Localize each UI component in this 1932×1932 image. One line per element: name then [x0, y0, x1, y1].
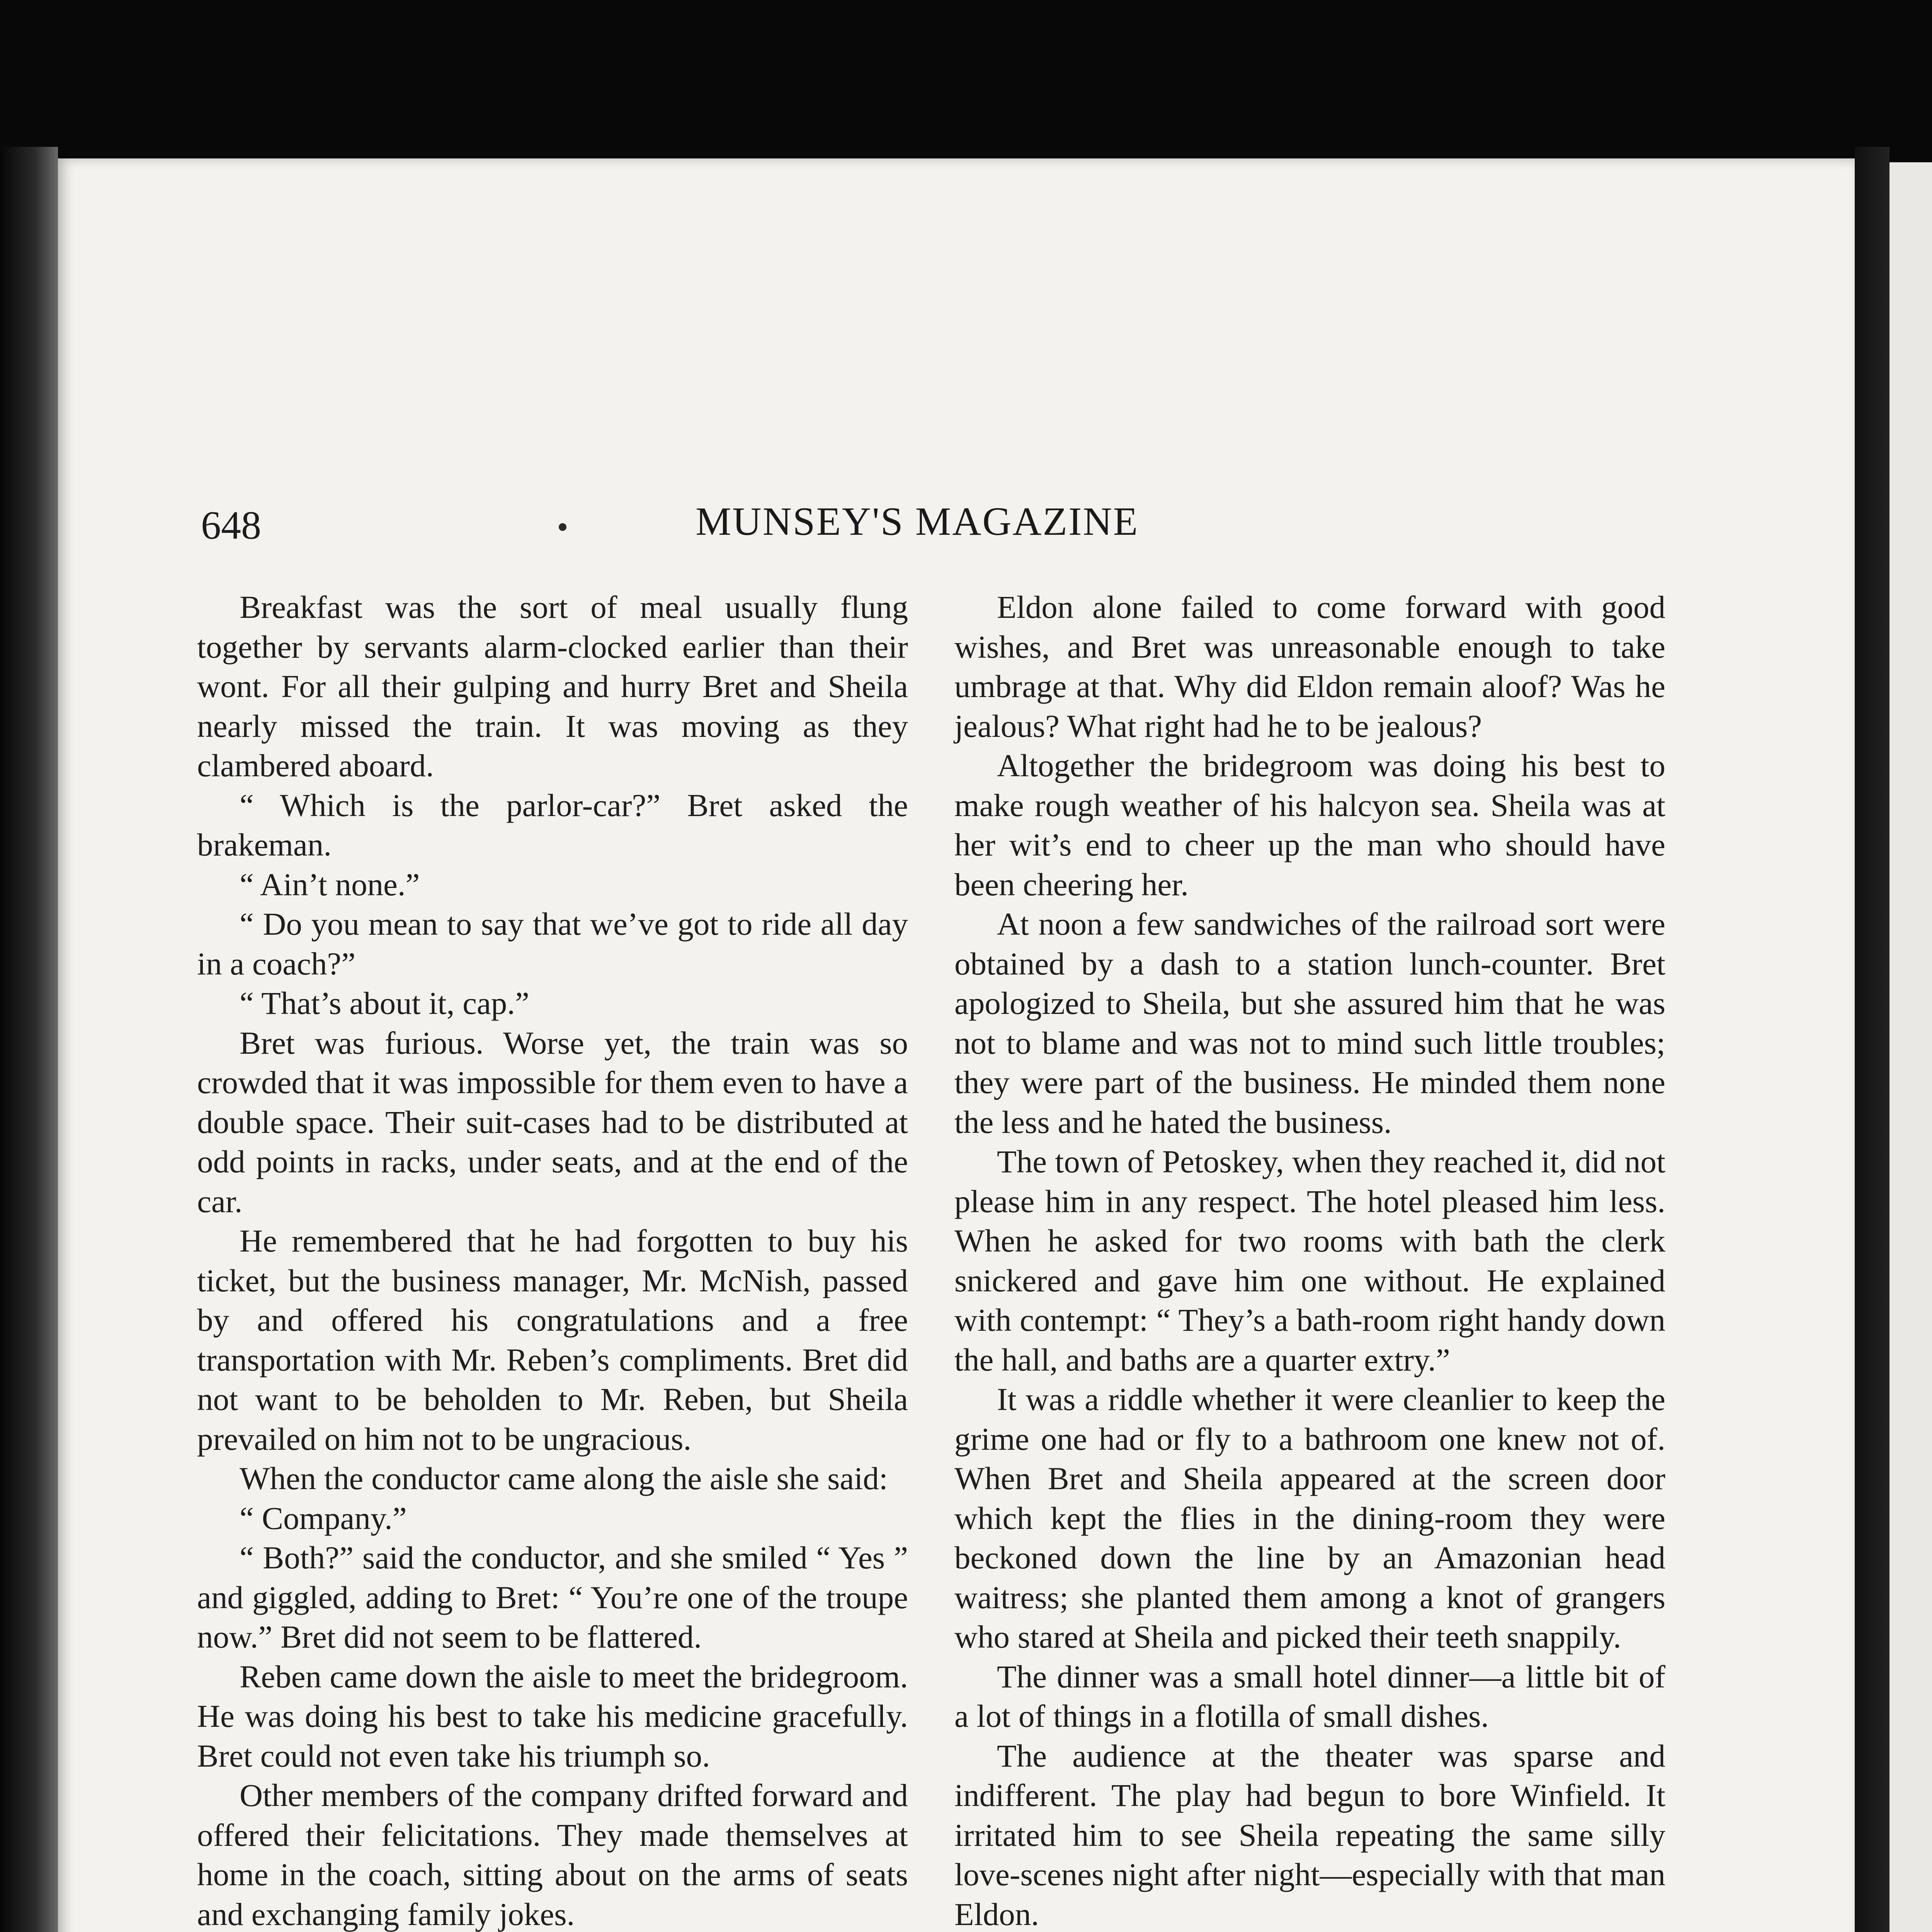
- paragraph: It was a riddle whether it were cleanlier to keep the grime one had or fly to a bathroom one knew not of. When Bret and Sheila appeared at the screen door which kept the flies in the dining-room they were beckoned down the line by an Amazonian head waitress; she planted them among a knot of grangers who stared at Sheila and picked their teeth snappily.: [954, 1381, 1665, 1655]
- left-text-column: [197, 587, 908, 1932]
- paragraph: The dinner was a small hotel dinner—a little bit of a lot of things in a flotilla of small dishes.: [954, 1658, 1665, 1734]
- paragraph: Other members of the company drifted forward and offered their felicitations. They made themselves at home in the coach, sitting about on the arms of seats and exchanging family jokes.: [197, 1777, 908, 1932]
- binding-edge: [0, 147, 58, 1932]
- magazine-page: [58, 158, 1855, 1932]
- scan-top-border: [0, 0, 1932, 170]
- paragraph: “ Both?” said the conductor, and she smiled “ Yes ” and giggled, adding to Bret: “ You’re one of the troupe now.” Bret did not seem to be flattered.: [197, 1540, 908, 1655]
- facing-page-edge: [1889, 162, 1932, 1932]
- paragraph: “ That’s about it, cap.”: [240, 985, 529, 1021]
- page-gutter: [1855, 147, 1889, 1932]
- paragraph: “ Ain’t none.”: [240, 866, 420, 902]
- paragraph: When the conductor came along the aisle she said:: [240, 1461, 888, 1496]
- paragraph: The audience at the theater was sparse and indifferent. The play had begun to bore Winfield. It irritated him to see Sheila repeating the same silly love-scenes night after night—especially with that man Eldon.: [954, 1738, 1665, 1932]
- paragraph: He remembered that he had forgotten to buy his ticket, but the business manager, Mr. McNish, passed by and offered his congratulations and a free transportation with Mr. Reben’s compliments. Bret did not want to be beholden to Mr. Reben, but Sheila prevailed on him not to be ungracious.: [197, 1223, 908, 1457]
- running-title: MUNSEY'S MAGAZINE: [696, 499, 1139, 544]
- page-number: 648: [201, 503, 261, 548]
- right-text-column: [954, 587, 1665, 1932]
- paragraph: Breakfast was the sort of meal usually flung together by servants alarm-clocked earlier than their wont. For all their gulping and hurry Bret and Sheila nearly missed the train. It was moving as they clambered aboard.: [197, 589, 908, 783]
- paragraph: Bret was furious. Worse yet, the train was so crowded that it was impossible for them even to have a double space. Their suit-cases had to be distributed at odd points in racks, under seats, and at the end of the car.: [197, 1025, 908, 1219]
- paragraph: At noon a few sandwiches of the railroad sort were obtained by a dash to a station lunch-counter. Bret apologized to Sheila, but she assured him that he was not to blame and was not to mind such little troubles; they were part of the business. He minded them none the less and he hated the business.: [954, 906, 1665, 1140]
- paragraph: “ Which is the parlor-car?” Bret asked the brakeman.: [197, 787, 908, 862]
- paragraph: Altogether the bridegroom was doing his best to make rough weather of his halcyon sea. Sheila was at her wit’s end to cheer up the man who should have been cheering her.: [954, 748, 1665, 902]
- paragraph: Eldon alone failed to come forward with good wishes, and Bret was unreasonable enough to take umbrage at that. Why did Eldon remain aloof? Was he jealous? What right had he to be jealous?: [954, 589, 1665, 744]
- header-ornament: [559, 523, 566, 531]
- paragraph: “ Do you mean to say that we’ve got to ride all day in a coach?”: [197, 906, 908, 981]
- paragraph: “ Company.”: [240, 1500, 407, 1536]
- page-header: [58, 495, 1855, 556]
- paragraph: The town of Petoskey, when they reached it, did not please him in any respect. The hotel pleased him less. When he asked for two rooms with bath the clerk snickered and gave him one without. He explained with contempt: “ They’s a bath-room right handy down the hall, and baths are a quarter extry.”: [954, 1144, 1665, 1378]
- paragraph: Reben came down the aisle to meet the bridegroom. He was doing his best to take his medicine gracefully. Bret could not even take his triumph so.: [197, 1658, 908, 1774]
